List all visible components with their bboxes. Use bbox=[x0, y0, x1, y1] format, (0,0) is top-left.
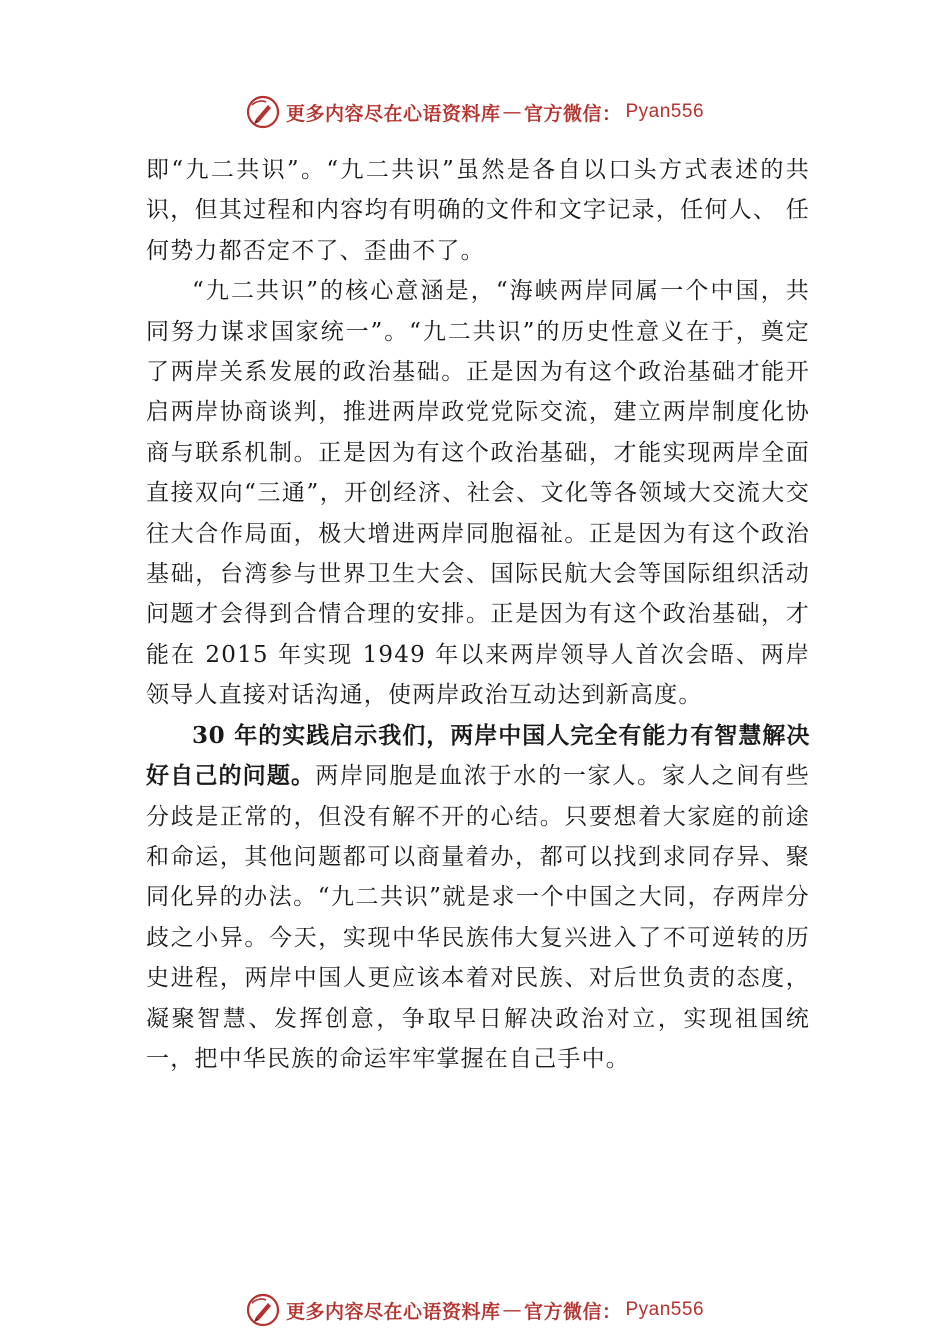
header-watermark bbox=[0, 94, 950, 130]
paragraph-3 bbox=[146, 716, 810, 1080]
paragraph-1 bbox=[146, 150, 810, 271]
paragraph-1-text: 即“九二共识”。“九二共识”虽然是各自以口头方式表述的共识，但其过程和内容均有明确的文件和文字记录，任何人、 任何势力都否定不了、歪曲不了。 bbox=[146, 157, 810, 264]
paragraph-3-bold-lead: 30 年的实践启示我们，两岸中国人完全有能力有智慧解决好自己的问题。 bbox=[146, 721, 810, 790]
watermark-separator: — bbox=[502, 1299, 522, 1321]
document-body bbox=[146, 150, 810, 1079]
watermark-wechat-id: Pyan556 bbox=[625, 101, 705, 122]
watermark-wechat-label: 官方微信： bbox=[523, 1300, 622, 1323]
pen-nib-logo-icon bbox=[246, 1293, 280, 1327]
watermark-separator: — bbox=[502, 101, 522, 123]
paragraph-2 bbox=[146, 271, 810, 715]
watermark-wechat-id: Pyan556 bbox=[625, 1299, 705, 1320]
watermark-text: 更多内容尽在心语资料库 bbox=[285, 102, 501, 125]
paragraph-2-text: “九二共识”的核心意涵是，“海峡两岸同属一个中国，共同努力谋求国家统一”。“九二共识”的历史性意义在于，奠定了两岸关系发展的政治基础。正是因为有这个政治基础才能开启两岸协商谈判，推进两岸政党党际交流，建立两岸制度化协商与联系机制。正是因为有这个政治基础，才能实现两岸全面直接双向“三通”，开创经济、社会、文化等各领域大交流大交往大合作局面，极大增进两岸同胞福祉。正是因为有这个政治基础，台湾参与世界卫生大会、国际民航大会等国际组织活动问题才会得到合情合理的安排。正是因为有这个政治基础，才能在 2015 年实现 1949 年以来两岸领导人首次会晤、两岸领导人直接对话沟通，使两岸政治互动达到新高度。 bbox=[146, 278, 810, 709]
footer-watermark bbox=[0, 1292, 950, 1328]
watermark-wechat-label: 官方微信： bbox=[523, 102, 622, 125]
watermark-text: 更多内容尽在心语资料库 bbox=[285, 1300, 501, 1323]
paragraph-3-text: 两岸同胞是血浓于水的一家人。家人之间有些分歧是正常的，但没有解不开的心结。只要想着大家庭的前途和命运，其他问题都可以商量着办，都可以找到求同存异、聚同化异的办法。“九二共识”就是求一个中国之大同，存两岸分歧之小异。今天，实现中华民族伟大复兴进入了不可逆转的历史进程，两岸中国人更应该本着对民族、对后世负责的态度，凝聚智慧、发挥创意，争取早日解决政治对立，实现祖国统一，把中华民族的命运牢牢掌握在自己手中。 bbox=[146, 763, 811, 1072]
pen-nib-logo-icon bbox=[246, 95, 280, 129]
